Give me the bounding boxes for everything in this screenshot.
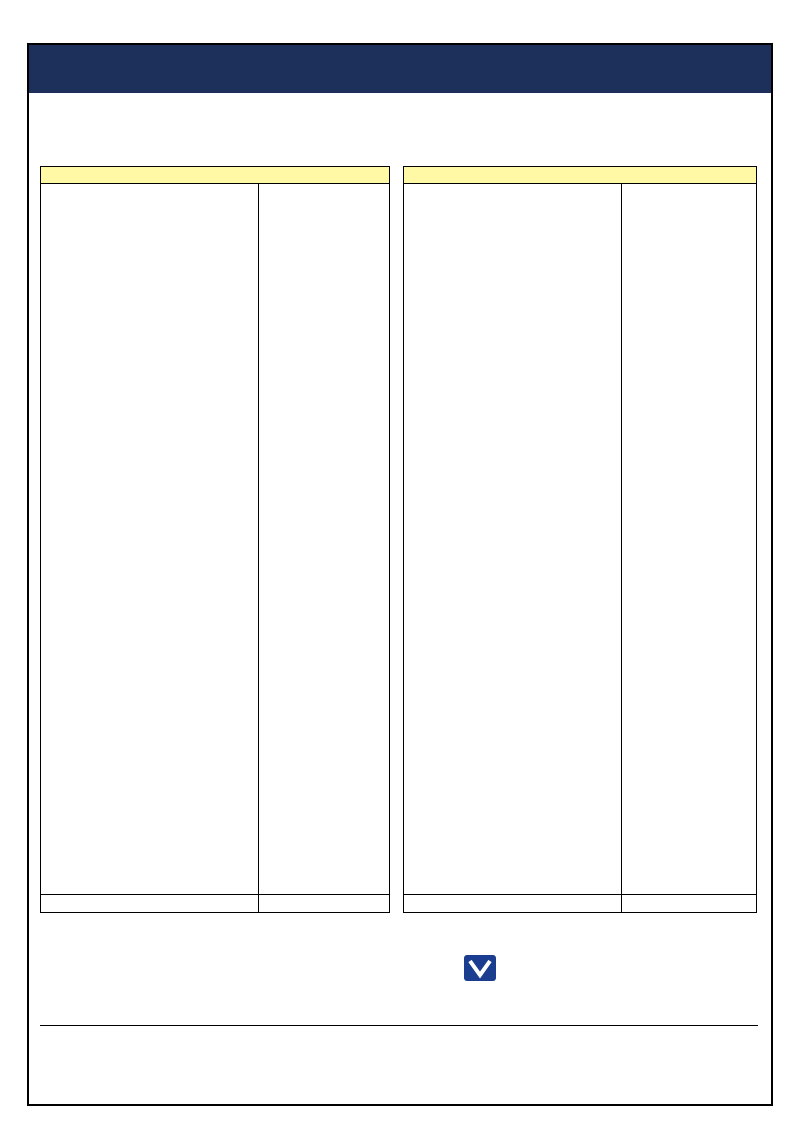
liabilities-equity-total-row	[404, 894, 756, 914]
assets-table	[40, 166, 390, 913]
table-header	[41, 167, 389, 184]
table-header	[404, 167, 756, 184]
liabilities-equity-table	[403, 166, 757, 913]
divider	[40, 1025, 758, 1026]
logo-badge-icon	[460, 953, 500, 997]
company-logo	[329, 953, 509, 1001]
page-title	[29, 45, 771, 93]
assets-total-row	[41, 894, 389, 914]
notice-frame	[27, 43, 773, 1106]
column-separator	[258, 167, 259, 912]
column-separator	[621, 167, 622, 912]
